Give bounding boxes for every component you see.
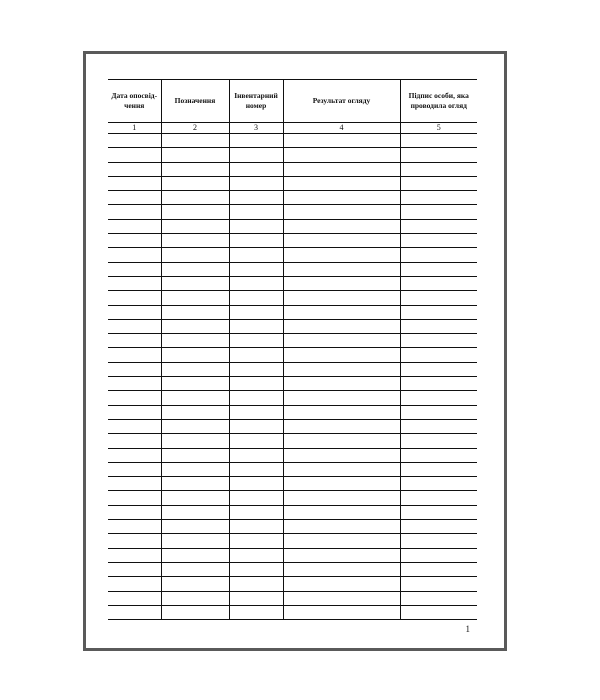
table-cell (229, 448, 283, 462)
table-row (108, 191, 477, 205)
table-cell (229, 291, 283, 305)
table-cell (400, 234, 477, 248)
column-number: 2 (161, 123, 229, 134)
table-cell (400, 591, 477, 605)
table-cell (161, 234, 229, 248)
table-cell (283, 191, 400, 205)
table-cell (108, 520, 161, 534)
table-cell (229, 362, 283, 376)
table-row (108, 577, 477, 591)
table-cell (108, 534, 161, 548)
table-cell (400, 548, 477, 562)
column-number: 1 (108, 123, 161, 134)
table-cell (229, 134, 283, 148)
header-inspection-result: Результат огляду (283, 80, 400, 123)
table-cell (283, 205, 400, 219)
table-cell (400, 191, 477, 205)
table-row (108, 348, 477, 362)
table-cell (108, 491, 161, 505)
table-cell (229, 305, 283, 319)
table-cell (108, 591, 161, 605)
table-cell (400, 605, 477, 619)
table-cell (108, 305, 161, 319)
table-cell (161, 348, 229, 362)
table-cell (283, 477, 400, 491)
table-cell (400, 334, 477, 348)
table-cell (283, 505, 400, 519)
table-row (108, 148, 477, 162)
table-cell (283, 162, 400, 176)
table-row (108, 248, 477, 262)
table-cell (229, 205, 283, 219)
table-cell (283, 305, 400, 319)
table-cell (283, 419, 400, 433)
table-cell (283, 462, 400, 476)
table-row (108, 291, 477, 305)
table-row (108, 562, 477, 576)
document-page (83, 51, 507, 651)
table-row (108, 262, 477, 276)
header-inventory-number: Інвентарний номер (229, 80, 283, 123)
table-cell (400, 162, 477, 176)
header-date: Дата опосвід-чення (108, 80, 161, 123)
table-row (108, 591, 477, 605)
table-cell (400, 491, 477, 505)
table-cell (161, 219, 229, 233)
table-cell (400, 176, 477, 190)
table-row (108, 219, 477, 233)
table-cell (400, 262, 477, 276)
table-cell (161, 176, 229, 190)
table-cell (400, 362, 477, 376)
table-row (108, 520, 477, 534)
table-cell (229, 262, 283, 276)
table-cell (161, 205, 229, 219)
table-cell (229, 534, 283, 548)
table-cell (229, 434, 283, 448)
table-cell (161, 462, 229, 476)
table-cell (283, 391, 400, 405)
table-cell (229, 391, 283, 405)
table-cell (108, 234, 161, 248)
table-cell (229, 548, 283, 562)
table-cell (283, 276, 400, 290)
table-row (108, 305, 477, 319)
table-cell (161, 191, 229, 205)
table-row (108, 548, 477, 562)
table-cell (108, 391, 161, 405)
table-cell (229, 405, 283, 419)
table-cell (400, 205, 477, 219)
table-cell (108, 362, 161, 376)
table-row (108, 491, 477, 505)
table-cell (108, 505, 161, 519)
table-cell (161, 362, 229, 376)
table-cell (108, 334, 161, 348)
table-cell (283, 548, 400, 562)
table-cell (283, 362, 400, 376)
table-cell (161, 391, 229, 405)
table-cell (108, 577, 161, 591)
table-cell (400, 291, 477, 305)
table-cell (229, 491, 283, 505)
table-cell (400, 148, 477, 162)
table-row (108, 134, 477, 148)
table-cell (108, 477, 161, 491)
table-cell (108, 262, 161, 276)
table-cell (229, 591, 283, 605)
table-cell (400, 377, 477, 391)
table-cell (283, 319, 400, 333)
table-cell (108, 319, 161, 333)
table-row (108, 319, 477, 333)
table-cell (161, 276, 229, 290)
table-cell (161, 319, 229, 333)
table-cell (283, 348, 400, 362)
table-cell (108, 148, 161, 162)
column-number: 5 (400, 123, 477, 134)
table-cell (400, 562, 477, 576)
table-cell (283, 148, 400, 162)
table-cell (229, 162, 283, 176)
table-cell (283, 262, 400, 276)
header-inspector-signature: Підпис особи, яка проводила огляд (400, 80, 477, 123)
table-cell (161, 591, 229, 605)
table-cell (108, 219, 161, 233)
table-cell (283, 291, 400, 305)
table-row (108, 276, 477, 290)
table-cell (229, 191, 283, 205)
table-cell (108, 291, 161, 305)
table-cell (283, 491, 400, 505)
table-cell (400, 505, 477, 519)
table-cell (400, 419, 477, 433)
table-row (108, 205, 477, 219)
table-cell (229, 334, 283, 348)
table-cell (400, 462, 477, 476)
table-row (108, 391, 477, 405)
table-cell (229, 377, 283, 391)
table-row (108, 505, 477, 519)
table-cell (161, 291, 229, 305)
table-cell (283, 334, 400, 348)
table-cell (283, 448, 400, 462)
table-cell (161, 605, 229, 619)
table-cell (400, 134, 477, 148)
table-row (108, 176, 477, 190)
table-cell (108, 405, 161, 419)
table-cell (229, 505, 283, 519)
table-cell (400, 219, 477, 233)
table-cell (283, 219, 400, 233)
table-cell (108, 248, 161, 262)
table-cell (161, 434, 229, 448)
table-cell (108, 462, 161, 476)
table-cell (283, 134, 400, 148)
table-cell (283, 562, 400, 576)
table-row (108, 534, 477, 548)
table-cell (400, 319, 477, 333)
table-cell (161, 134, 229, 148)
table-cell (161, 148, 229, 162)
table-row (108, 434, 477, 448)
table-header-row (108, 80, 477, 123)
table-cell (283, 405, 400, 419)
table-cell (283, 591, 400, 605)
table-cell (108, 134, 161, 148)
table-body (108, 134, 477, 620)
table-cell (229, 419, 283, 433)
table-cell (108, 419, 161, 433)
table-cell (283, 176, 400, 190)
table-cell (229, 562, 283, 576)
table-cell (229, 234, 283, 248)
table-cell (229, 477, 283, 491)
table-cell (161, 534, 229, 548)
table-cell (108, 605, 161, 619)
table-cell (229, 605, 283, 619)
inspection-log-table (108, 79, 477, 620)
table-cell (400, 434, 477, 448)
table-cell (161, 548, 229, 562)
table-cell (108, 448, 161, 462)
table-cell (161, 505, 229, 519)
table-row (108, 605, 477, 619)
table-cell (161, 162, 229, 176)
table-cell (400, 276, 477, 290)
table-cell (229, 319, 283, 333)
table-cell (108, 348, 161, 362)
table-cell (108, 548, 161, 562)
table-row (108, 362, 477, 376)
table-row (108, 162, 477, 176)
page-number: 1 (465, 624, 470, 634)
table-cell (283, 234, 400, 248)
table-cell (283, 605, 400, 619)
table-cell (400, 477, 477, 491)
table-cell (108, 562, 161, 576)
table-cell (283, 534, 400, 548)
table-cell (229, 462, 283, 476)
table-cell (161, 305, 229, 319)
table-cell (400, 520, 477, 534)
column-number: 4 (283, 123, 400, 134)
table-row (108, 462, 477, 476)
table-cell (400, 577, 477, 591)
column-number: 3 (229, 123, 283, 134)
table-cell (400, 305, 477, 319)
table-cell (108, 176, 161, 190)
table-cell (400, 248, 477, 262)
table-cell (283, 377, 400, 391)
table-cell (161, 377, 229, 391)
table-row (108, 405, 477, 419)
table-row (108, 477, 477, 491)
table-cell (229, 248, 283, 262)
table-cell (229, 276, 283, 290)
table-cell (229, 219, 283, 233)
table-row (108, 334, 477, 348)
table-row (108, 234, 477, 248)
table-cell (400, 448, 477, 462)
table-cell (283, 520, 400, 534)
table-cell (229, 520, 283, 534)
table-row (108, 377, 477, 391)
table-cell (161, 577, 229, 591)
table-cell (108, 377, 161, 391)
table-cell (108, 276, 161, 290)
table-cell (108, 434, 161, 448)
table-cell (108, 205, 161, 219)
table-cell (400, 534, 477, 548)
table-cell (283, 248, 400, 262)
table-cell (229, 148, 283, 162)
table-cell (161, 448, 229, 462)
table-cell (400, 391, 477, 405)
table-cell (161, 491, 229, 505)
table-cell (108, 191, 161, 205)
table-cell (283, 434, 400, 448)
table-cell (283, 577, 400, 591)
table-cell (108, 162, 161, 176)
table-cell (229, 577, 283, 591)
header-designation: Позначення (161, 80, 229, 123)
table-cell (161, 520, 229, 534)
table-cell (161, 477, 229, 491)
table-cell (400, 348, 477, 362)
table-row (108, 419, 477, 433)
table-cell (229, 176, 283, 190)
table-cell (161, 419, 229, 433)
table-cell (400, 405, 477, 419)
table-cell (161, 334, 229, 348)
table-cell (161, 248, 229, 262)
table-cell (161, 562, 229, 576)
table-cell (161, 262, 229, 276)
table-row (108, 448, 477, 462)
table-cell (161, 405, 229, 419)
column-number-row (108, 123, 477, 134)
table-cell (229, 348, 283, 362)
